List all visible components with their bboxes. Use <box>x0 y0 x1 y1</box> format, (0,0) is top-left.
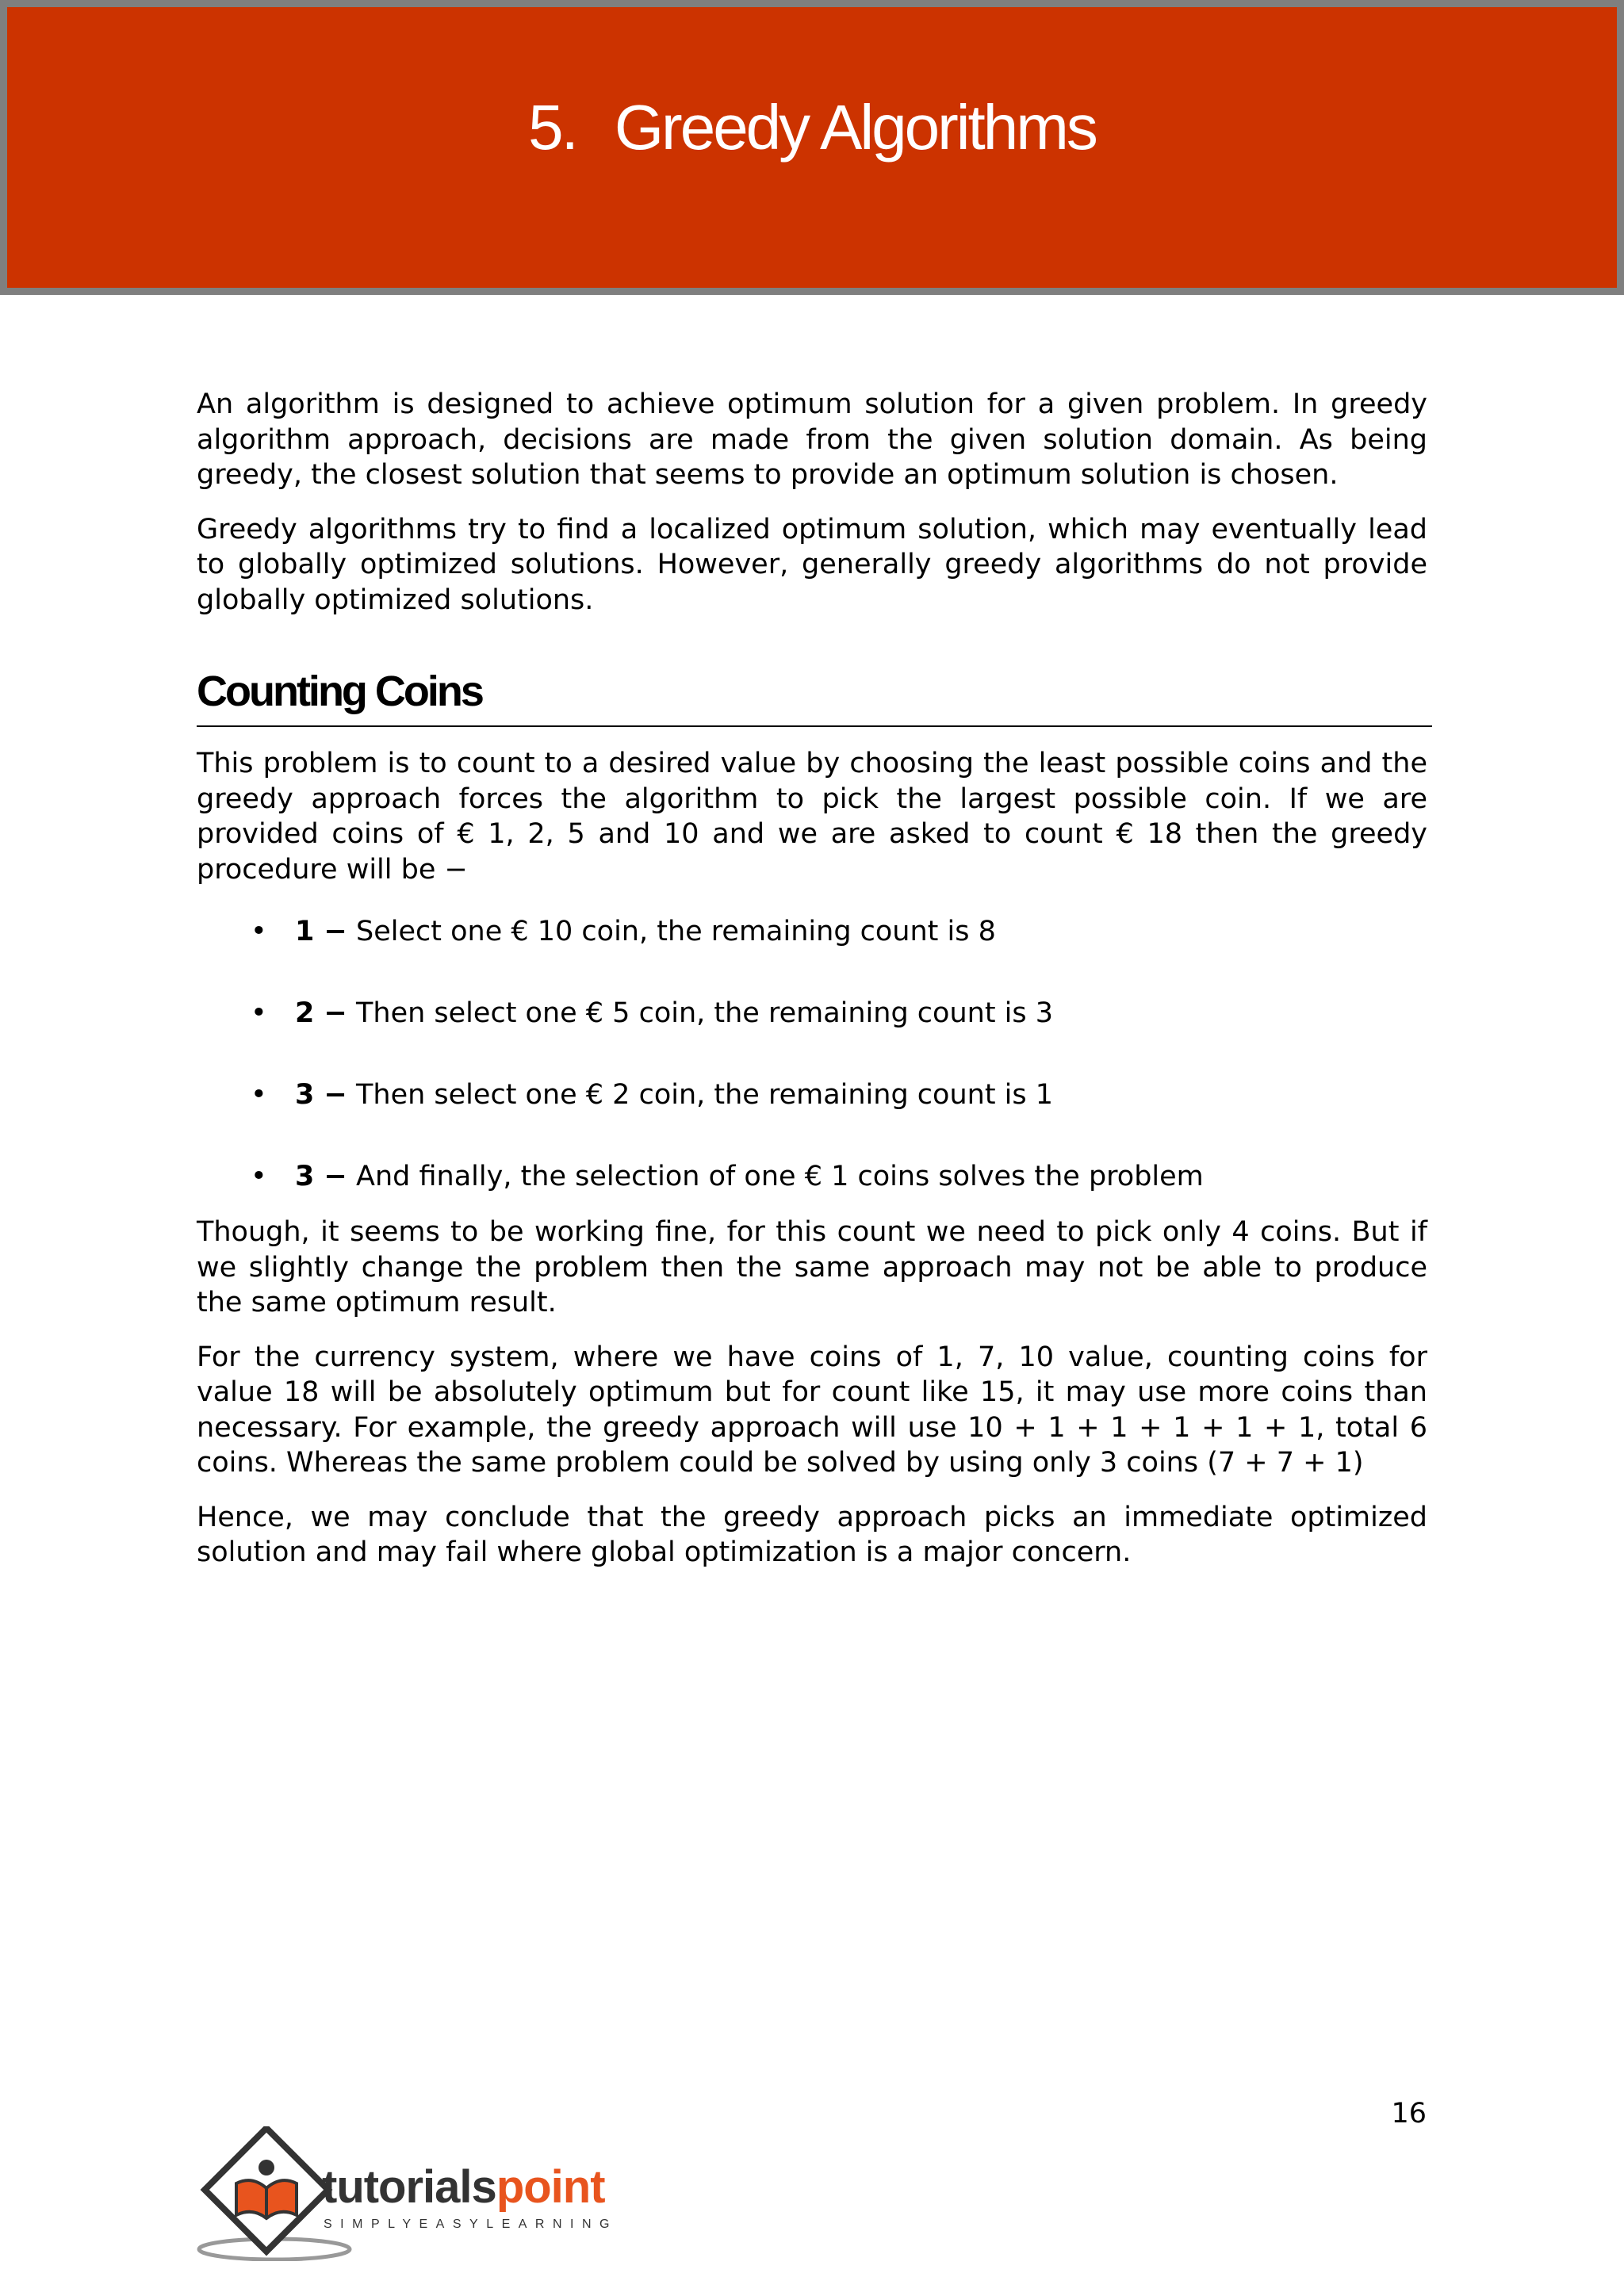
step-number: 3 − <box>295 1079 347 1111</box>
list-item <box>197 1077 1427 1112</box>
step-number: 1 − <box>295 916 347 947</box>
step-text: Then select one € 2 coin, the remaining count is 1 <box>356 1079 1054 1111</box>
body-paragraph-2: For the currency system, where we have coins of 1, 7, 10 value, counting coins for value 18 will be absolutely optimum but for count like 15, it may use more coins than necessary. For example, the greedy approach will use 10 + 1 + 1 + 1 + 1 + 1, total 6 coins. Whereas the same problem could be solved by using only 3 coins (7 + 7 + 1) <box>197 1341 1427 1479</box>
step-text: And finally, the selection of one € 1 coins solves the problem <box>356 1161 1204 1192</box>
logo-brand-name: tutorialspoint <box>322 2161 605 2213</box>
step-text: Then select one € 5 coin, the remaining count is 3 <box>356 997 1054 1029</box>
tutorialspoint-logo <box>195 2126 639 2261</box>
bullet-icon: • <box>251 916 267 947</box>
bullet-icon: • <box>251 997 267 1029</box>
chapter-title-text: Greedy Algorithms <box>614 92 1096 163</box>
list-item <box>197 914 1427 949</box>
bullet-icon: • <box>251 1079 267 1111</box>
reader-head-icon <box>259 2160 274 2175</box>
chapter-number: 5. <box>528 92 576 163</box>
chapter-banner <box>0 0 1624 295</box>
section-lead-paragraph: This problem is to count to a desired value by choosing the least possible coins and the greedy approach forces the algorithm to pick the largest possible coin. If we are provided coins of € 1, 2, 5 and 10 and we are asked to count € 18 then the greedy procedure will be − <box>197 748 1427 886</box>
page-content <box>197 387 1427 1590</box>
bullet-icon: • <box>251 1161 267 1192</box>
step-number: 2 − <box>295 997 347 1029</box>
step-text: Select one € 10 coin, the remaining count is 8 <box>356 916 996 947</box>
body-paragraph-1: Though, it seems to be working fine, for this count we need to pick only 4 coins. But if we slightly change the problem then the same approach may not be able to produce the same optimum result. <box>197 1216 1427 1318</box>
page-number: 16 <box>1391 2098 1427 2130</box>
section-heading: Counting Coins <box>197 665 1432 727</box>
body-paragraph-3: Hence, we may conclude that the greedy approach picks an immediate optimized solution and may fail where global optimization is a major concern. <box>197 1501 1427 1568</box>
list-item <box>197 996 1427 1031</box>
steps-list <box>197 914 1427 1194</box>
logo-tagline: SIMPLYEASYLEARNING <box>324 2218 618 2231</box>
step-number: 3 − <box>295 1161 347 1192</box>
chapter-title <box>7 92 1617 163</box>
list-item <box>197 1159 1427 1194</box>
intro-paragraph-2: Greedy algorithms try to find a localized optimum solution, which may eventually lead to globally optimized solutions. However, generally greedy algorithms do not provide globally optimized solutions. <box>197 513 1427 616</box>
intro-paragraph-1: An algorithm is designed to achieve optimum solution for a given problem. In greedy algorithm approach, decisions are made from the given solution domain. As being greedy, the closest solution that seems to provide an optimum solution is chosen. <box>197 388 1427 491</box>
